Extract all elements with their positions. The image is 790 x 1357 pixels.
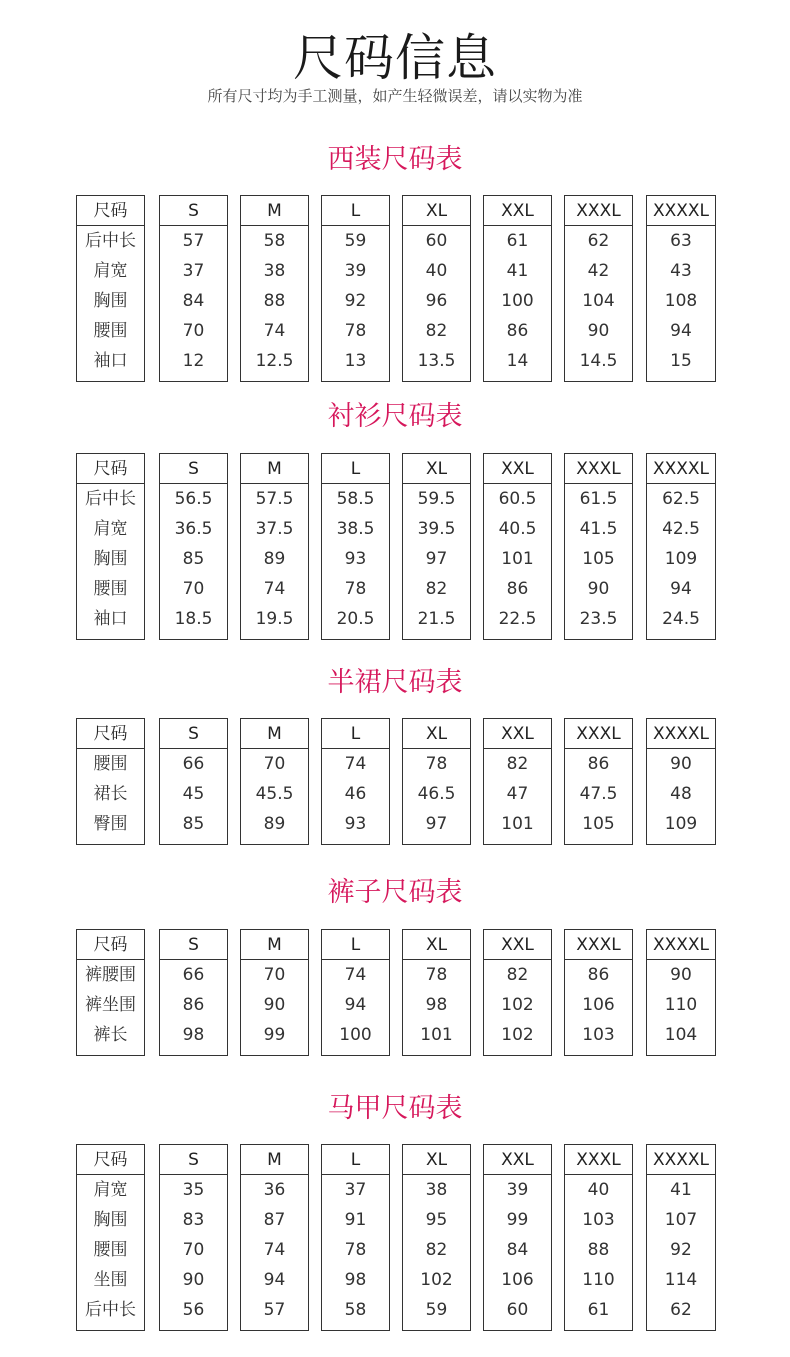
measurement-value: 102 [420,1270,453,1290]
size-header: XXXXL [647,196,715,226]
measurement-value: 106 [582,995,615,1015]
shirt-size-table-section [0,400,790,434]
measurement-value: 43 [670,261,692,281]
measurement-value: 57 [182,231,205,251]
measurement-value: 59 [344,231,367,251]
measurement-value: 114 [664,1270,698,1290]
measurement-value: 106 [501,1270,534,1290]
measurement-value: 84 [506,1240,529,1260]
measurement-value: 70 [263,965,286,985]
size-column [483,195,552,382]
pants-size-table-section [0,876,790,910]
measurement-value: 88 [263,291,286,311]
size-header: S [160,454,227,484]
measurement-value: 90 [670,965,692,985]
size-column [402,929,471,1056]
size-column [321,718,390,845]
measurement-value: 61 [506,231,529,251]
measurement-label: 腰围 [93,321,128,341]
measurement-value: 22.5 [498,609,537,629]
skirt-size-table [76,718,716,845]
size-header: XXXXL [647,930,715,960]
measurement-label: 袖口 [93,609,128,629]
measurement-value: 46.5 [417,784,456,804]
measurement-value: 45 [182,784,205,804]
measurement-value: 109 [664,549,698,569]
measurement-value: 78 [344,579,367,599]
size-header-label: 尺码 [77,196,144,226]
measurement-label-column [76,718,145,845]
size-header: L [322,454,389,484]
size-header: XXXXL [647,719,715,749]
page-subtitle: 所有尺寸均为手工测量，如产生轻微误差，请以实物为准 [207,87,583,105]
measurement-value: 12.5 [255,351,294,371]
measurement-value: 47.5 [579,784,618,804]
measurement-value: 94 [263,1270,286,1290]
measurement-value: 38 [425,1180,448,1200]
measurement-value: 100 [501,291,534,311]
measurement-value: 85 [182,814,205,834]
measurement-value: 74 [263,321,286,341]
measurement-value: 40.5 [498,519,537,539]
measurement-value: 13 [344,351,367,371]
measurement-label: 肩宽 [93,1180,128,1200]
measurement-value: 83 [182,1210,205,1230]
size-column [483,1144,552,1331]
measurement-value: 84 [182,291,205,311]
measurement-value: 15 [670,351,692,371]
size-column [646,718,716,845]
size-header: M [241,930,308,960]
shirt-table-title: 衬衫尺码表 [327,401,463,432]
measurement-value: 90 [587,321,610,341]
size-column [159,195,228,382]
measurement-value: 86 [587,754,610,774]
measurement-value: 36 [263,1180,286,1200]
measurement-value: 103 [582,1025,615,1045]
measurement-label: 袖口 [93,351,128,371]
measurement-value: 66 [182,965,205,985]
measurement-value: 35 [182,1180,205,1200]
size-column [564,929,633,1056]
size-column [646,453,716,640]
size-column [646,195,716,382]
measurement-label: 后中长 [85,1300,136,1320]
size-header: XXL [484,930,551,960]
measurement-value: 82 [506,754,529,774]
measurement-value: 70 [182,1240,205,1260]
size-column [240,929,309,1056]
measurement-value: 98 [425,995,448,1015]
measurement-label-column [76,195,145,382]
measurement-value: 78 [344,1240,367,1260]
size-header: XL [403,454,470,484]
measurement-value: 94 [344,995,367,1015]
size-column [564,718,633,845]
size-column [240,1144,309,1331]
measurement-value: 46 [344,784,367,804]
size-header: L [322,930,389,960]
measurement-value: 48 [670,784,692,804]
measurement-label: 裤坐围 [85,995,136,1015]
measurement-value: 107 [664,1210,698,1230]
measurement-value: 82 [506,965,529,985]
measurement-value: 13.5 [417,351,456,371]
size-header: M [241,196,308,226]
measurement-value: 104 [664,1025,698,1045]
size-header: S [160,930,227,960]
size-header: XXL [484,454,551,484]
size-header-label: 尺码 [77,1145,144,1175]
size-column [402,453,471,640]
size-header-label: 尺码 [77,719,144,749]
measurement-label: 胸围 [93,1210,128,1230]
measurement-value: 93 [344,549,367,569]
size-header: M [241,1145,308,1175]
measurement-value: 97 [425,549,448,569]
pants-table-title: 裤子尺码表 [327,877,463,908]
measurement-label: 后中长 [85,489,136,509]
size-header: L [322,1145,389,1175]
size-column [159,929,228,1056]
measurement-value: 110 [582,1270,615,1290]
measurement-value: 37.5 [255,519,294,539]
measurement-value: 78 [425,965,448,985]
size-column [564,195,633,382]
measurement-value: 66 [182,754,205,774]
measurement-value: 39.5 [417,519,456,539]
measurement-value: 42 [587,261,610,281]
measurement-value: 37 [344,1180,367,1200]
measurement-value: 108 [664,291,698,311]
measurement-value: 19.5 [255,609,294,629]
measurement-value: 45.5 [255,784,294,804]
measurement-value: 41.5 [579,519,618,539]
measurement-label-column [76,1144,145,1331]
measurement-value: 41 [506,261,529,281]
size-column [240,453,309,640]
measurement-value: 98 [182,1025,205,1045]
measurement-value: 74 [263,1240,286,1260]
size-header: XXXXL [647,1145,715,1175]
measurement-value: 14.5 [579,351,618,371]
measurement-value: 59 [425,1300,448,1320]
measurement-value: 90 [263,995,286,1015]
measurement-value: 58 [344,1300,367,1320]
skirt-table-title: 半裙尺码表 [327,667,463,698]
measurement-value: 86 [587,965,610,985]
measurement-label: 裤腰围 [85,965,136,985]
measurement-value: 37 [182,261,205,281]
measurement-value: 61.5 [579,489,618,509]
measurement-value: 78 [344,321,367,341]
vest-table-title: 马甲尺码表 [327,1093,463,1124]
measurement-label: 胸围 [93,549,128,569]
measurement-value: 92 [670,1240,692,1260]
measurement-value: 93 [344,814,367,834]
measurement-value: 86 [506,579,529,599]
measurement-value: 58 [263,231,286,251]
size-header: L [322,719,389,749]
size-column [402,718,471,845]
size-column [321,453,390,640]
size-column [402,1144,471,1331]
measurement-value: 99 [506,1210,529,1230]
size-column [483,453,552,640]
measurement-value: 41 [670,1180,692,1200]
measurement-label-column [76,453,145,640]
size-header: XL [403,1145,470,1175]
size-header: S [160,196,227,226]
measurement-value: 96 [425,291,448,311]
measurement-value: 18.5 [174,609,213,629]
size-header: XXXL [565,930,632,960]
measurement-value: 14 [506,351,529,371]
measurement-value: 100 [339,1025,372,1045]
measurement-label: 后中长 [85,231,136,251]
measurement-value: 101 [501,549,534,569]
measurement-value: 61 [587,1300,610,1320]
size-column [483,929,552,1056]
measurement-value: 40 [587,1180,610,1200]
measurement-value: 36.5 [174,519,213,539]
measurement-value: 24.5 [662,609,700,629]
measurement-label: 腰围 [93,1240,128,1260]
size-column [321,929,390,1056]
size-column [321,1144,390,1331]
measurement-value: 70 [182,321,205,341]
measurement-value: 56.5 [174,489,213,509]
size-column [159,453,228,640]
vest-size-table [76,1144,716,1331]
measurement-value: 109 [664,814,698,834]
measurement-value: 12 [182,351,205,371]
size-column [564,453,633,640]
measurement-label: 胸围 [93,291,128,311]
measurement-label: 裤长 [93,1025,128,1045]
size-column [402,195,471,382]
skirt-size-table-section [0,666,790,700]
size-column [159,718,228,845]
size-header: XXL [484,1145,551,1175]
measurement-value: 88 [587,1240,610,1260]
measurement-value: 110 [664,995,698,1015]
measurement-value: 40 [425,261,448,281]
measurement-value: 47 [506,784,529,804]
measurement-value: 101 [501,814,534,834]
size-header: XXL [484,196,551,226]
measurement-value: 60 [506,1300,529,1320]
size-column [483,718,552,845]
measurement-value: 89 [263,549,286,569]
measurement-label: 肩宽 [93,519,128,539]
pants-size-table [76,929,716,1056]
measurement-value: 60.5 [498,489,537,509]
measurement-value: 70 [182,579,205,599]
measurement-value: 86 [506,321,529,341]
shirt-size-table [76,453,716,640]
suit-size-table [76,195,716,382]
suit-table-title: 西装尺码表 [327,144,463,175]
measurement-label: 腰围 [93,754,128,774]
measurement-value: 78 [425,754,448,774]
measurement-value: 89 [263,814,286,834]
measurement-value: 90 [587,579,610,599]
measurement-value: 82 [425,579,448,599]
measurement-label: 腰围 [93,579,128,599]
measurement-value: 102 [501,995,534,1015]
size-column [159,1144,228,1331]
measurement-value: 62 [670,1300,692,1320]
measurement-value: 104 [582,291,615,311]
size-column [564,1144,633,1331]
size-header: S [160,1145,227,1175]
size-header: XL [403,719,470,749]
measurement-value: 57 [263,1300,286,1320]
size-header-label: 尺码 [77,454,144,484]
measurement-value: 85 [182,549,205,569]
measurement-value: 94 [670,579,692,599]
measurement-value: 102 [501,1025,534,1045]
size-header: XXXL [565,454,632,484]
measurement-value: 90 [670,754,692,774]
measurement-value: 74 [263,579,286,599]
measurement-value: 82 [425,1240,448,1260]
measurement-value: 92 [344,291,367,311]
measurement-value: 57.5 [255,489,294,509]
size-column [240,718,309,845]
measurement-value: 105 [582,549,615,569]
size-column [240,195,309,382]
measurement-label: 裙长 [93,784,128,804]
measurement-value: 60 [425,231,448,251]
measurement-value: 42.5 [662,519,700,539]
size-column [321,195,390,382]
size-column [646,1144,716,1331]
measurement-value: 58.5 [336,489,375,509]
measurement-value: 99 [263,1025,286,1045]
size-header: L [322,196,389,226]
measurement-value: 38 [263,261,286,281]
measurement-value: 20.5 [336,609,375,629]
size-header: XXXL [565,719,632,749]
measurement-value: 87 [263,1210,286,1230]
measurement-label: 坐围 [93,1270,128,1290]
measurement-value: 59.5 [417,489,456,509]
measurement-value: 38.5 [336,519,375,539]
measurement-value: 101 [420,1025,453,1045]
measurement-value: 86 [182,995,205,1015]
size-column [646,929,716,1056]
measurement-value: 91 [344,1210,367,1230]
size-header: XL [403,930,470,960]
measurement-value: 39 [344,261,367,281]
size-header: M [241,454,308,484]
vest-size-table-section [0,1092,790,1126]
size-header-label: 尺码 [77,930,144,960]
measurement-value: 90 [182,1270,205,1290]
measurement-value: 62 [587,231,610,251]
measurement-value: 63 [670,231,692,251]
measurement-value: 74 [344,754,367,774]
measurement-value: 23.5 [579,609,618,629]
measurement-value: 62.5 [662,489,700,509]
measurement-value: 56 [182,1300,205,1320]
measurement-value: 74 [344,965,367,985]
size-header: XXXXL [647,454,715,484]
size-header: XL [403,196,470,226]
size-header: M [241,719,308,749]
size-header: XXL [484,719,551,749]
measurement-value: 39 [506,1180,529,1200]
measurement-label: 肩宽 [93,261,128,281]
size-header: XXXL [565,1145,632,1175]
measurement-value: 94 [670,321,692,341]
measurement-value: 21.5 [417,609,456,629]
measurement-value: 103 [582,1210,615,1230]
size-header: S [160,719,227,749]
suit-size-table-section [0,143,790,177]
measurement-label-column [76,929,145,1056]
measurement-value: 105 [582,814,615,834]
measurement-value: 97 [425,814,448,834]
measurement-value: 95 [425,1210,448,1230]
measurement-value: 70 [263,754,286,774]
measurement-label: 臀围 [93,814,128,834]
page-title: 尺码信息 [293,29,497,87]
measurement-value: 82 [425,321,448,341]
size-header: XXXL [565,196,632,226]
measurement-value: 98 [344,1270,367,1290]
